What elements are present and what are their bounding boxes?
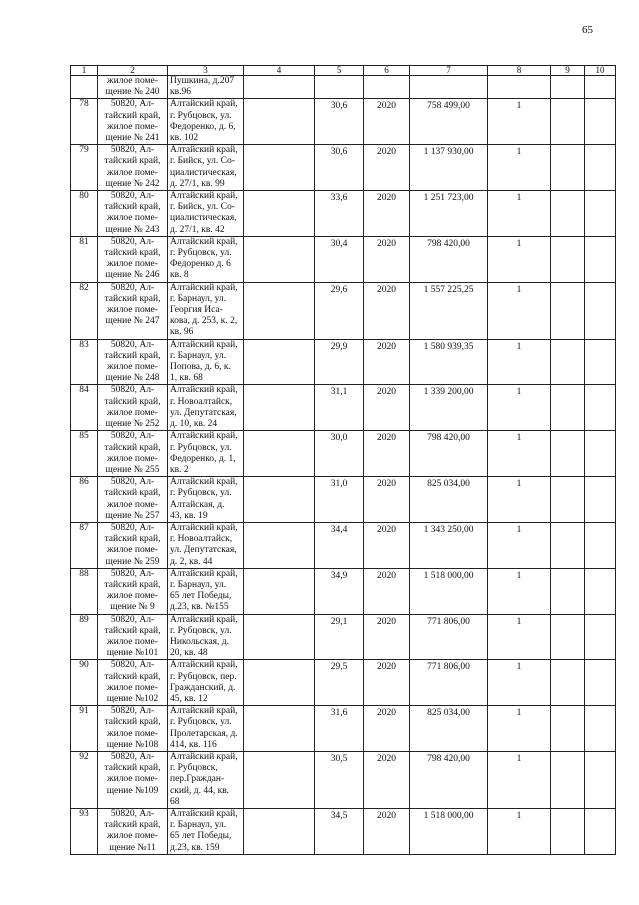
row-number: 85 <box>71 431 98 477</box>
price: 825 034,00 <box>410 706 488 752</box>
area: 31,0 <box>315 477 364 523</box>
object-name: 50820, Ал- тайский край, жилое поме- щение № 246 <box>98 236 168 282</box>
price: 798 420,00 <box>410 431 488 477</box>
object-name: 50820, Ал- тайский край, жилое поме- щение №108 <box>98 706 168 752</box>
cell-col9 <box>551 706 585 752</box>
cell-col4 <box>244 614 315 660</box>
column-number-header-row <box>71 66 616 76</box>
column-number: 2 <box>98 66 168 76</box>
object-address: Алтайский край, г. Барнаул, ул. 65 лет Победы, д.23, кв. 159 <box>168 809 244 855</box>
column-number: 3 <box>168 66 244 76</box>
cell-col10 <box>585 706 616 752</box>
table-row <box>71 614 616 660</box>
quantity: 1 <box>488 809 551 855</box>
object-name: 50820, Ал- тайский край, жилое поме- щение №11 <box>98 809 168 855</box>
object-address: Алтайский край, г. Рубцовск, ул. Федоренко, д. 1, кв. 2 <box>168 431 244 477</box>
column-number: 5 <box>315 66 364 76</box>
object-name: 50820, Ал- тайский край, жилое поме- щение № 247 <box>98 282 168 339</box>
object-name: 50820, Ал- тайский край, жилое поме- щение № 257 <box>98 477 168 523</box>
area: 29,1 <box>315 614 364 660</box>
column-number: 4 <box>244 66 315 76</box>
cell-col10 <box>585 99 616 145</box>
cell-col9 <box>551 236 585 282</box>
cell-col4 <box>244 477 315 523</box>
object-address: Пушкина, д.207 кв.96 <box>168 76 244 99</box>
cell-col4 <box>244 385 315 431</box>
table-row <box>71 282 616 339</box>
year: 2020 <box>364 660 410 706</box>
quantity: 1 <box>488 145 551 191</box>
cell-col9 <box>551 614 585 660</box>
price: 771 806,00 <box>410 614 488 660</box>
object-address: Алтайский край, г. Барнаул, ул. Попова, д. 6, к. 1, кв. 68 <box>168 339 244 385</box>
cell-col4 <box>244 809 315 855</box>
cell-col10 <box>585 236 616 282</box>
table-row <box>71 809 616 855</box>
object-name: 50820, Ал- тайский край, жилое поме- щение № 242 <box>98 145 168 191</box>
cell-col10 <box>585 431 616 477</box>
object-name: 50820, Ал- тайский край, жилое поме- щение № 255 <box>98 431 168 477</box>
quantity: 1 <box>488 282 551 339</box>
quantity: 1 <box>488 99 551 145</box>
cell-col4 <box>244 99 315 145</box>
price: 758 499,00 <box>410 99 488 145</box>
row-number: 81 <box>71 236 98 282</box>
object-address: Алтайский край, г. Рубцовск, ул. Федоренко д. 6 кв. 8 <box>168 236 244 282</box>
cell-col10 <box>585 282 616 339</box>
year: 2020 <box>364 282 410 339</box>
cell-col9 <box>551 339 585 385</box>
object-address: Алтайский край, г. Новоалтайск, ул. Депутатская, д. 10, кв. 24 <box>168 385 244 431</box>
area: 31,6 <box>315 706 364 752</box>
price: 1 339 200,00 <box>410 385 488 431</box>
area: 30,6 <box>315 145 364 191</box>
area: 30,4 <box>315 236 364 282</box>
price: 771 806,00 <box>410 660 488 706</box>
page-number: 65 <box>582 24 593 36</box>
row-number: 80 <box>71 191 98 237</box>
quantity: 1 <box>488 522 551 568</box>
cell-col9 <box>551 660 585 706</box>
object-address: Алтайский край, г. Барнаул, ул. Георгия Иса- кова, д. 253, к. 2, кв. 96 <box>168 282 244 339</box>
quantity: 1 <box>488 477 551 523</box>
object-name: 50820, Ал- тайский край, жилое поме- щение №102 <box>98 660 168 706</box>
row-number: 86 <box>71 477 98 523</box>
cell-col9 <box>551 282 585 339</box>
table-row <box>71 431 616 477</box>
row-number: 88 <box>71 568 98 614</box>
row-number: 89 <box>71 614 98 660</box>
year: 2020 <box>364 385 410 431</box>
cell-col10 <box>585 809 616 855</box>
cell-col9 <box>551 751 585 808</box>
object-name: 50820, Ал- тайский край, жилое поме- щение № 9 <box>98 568 168 614</box>
object-address: Алтайский край, г. Барнаул, ул. 65 лет Победы, д.23, кв. №155 <box>168 568 244 614</box>
year: 2020 <box>364 568 410 614</box>
quantity: 1 <box>488 660 551 706</box>
year: 2020 <box>364 751 410 808</box>
row-number <box>71 76 98 99</box>
object-address: Алтайский край, г. Новоалтайск, ул. Депутатская, д. 2, кв. 44 <box>168 522 244 568</box>
object-name: 50820, Ал- тайский край, жилое поме- щение № 252 <box>98 385 168 431</box>
object-address: Алтайский край, г. Рубцовск, пер. Гражданский, д. 45, кв. 12 <box>168 660 244 706</box>
area: 29,9 <box>315 339 364 385</box>
table-row <box>71 660 616 706</box>
table-row <box>71 145 616 191</box>
row-number: 93 <box>71 809 98 855</box>
quantity: 1 <box>488 191 551 237</box>
column-number: 7 <box>410 66 488 76</box>
area: 29,6 <box>315 282 364 339</box>
area: 34,9 <box>315 568 364 614</box>
column-number: 6 <box>364 66 410 76</box>
cell-col4 <box>244 282 315 339</box>
price: 1 137 930,00 <box>410 145 488 191</box>
price: 825 034,00 <box>410 477 488 523</box>
quantity: 1 <box>488 614 551 660</box>
quantity: 1 <box>488 431 551 477</box>
object-name: 50820, Ал- тайский край, жилое поме- щение № 243 <box>98 191 168 237</box>
cell-col10 <box>585 191 616 237</box>
year <box>364 76 410 99</box>
quantity: 1 <box>488 751 551 808</box>
cell-col4 <box>244 522 315 568</box>
object-address: Алтайский край, г. Бийск, ул. Со- циалистическая, д. 27/1, кв. 42 <box>168 191 244 237</box>
area: 30,0 <box>315 431 364 477</box>
row-number: 79 <box>71 145 98 191</box>
price <box>410 76 488 99</box>
cell-col4 <box>244 191 315 237</box>
price: 1 251 723,00 <box>410 191 488 237</box>
table-row <box>71 339 616 385</box>
object-name: жилое поме- щение № 240 <box>98 76 168 99</box>
price: 798 420,00 <box>410 236 488 282</box>
area: 34,5 <box>315 809 364 855</box>
year: 2020 <box>364 477 410 523</box>
row-number: 91 <box>71 706 98 752</box>
table-row <box>71 477 616 523</box>
cell-col4 <box>244 706 315 752</box>
cell-col10 <box>585 522 616 568</box>
object-address: Алтайский край, г. Бийск, ул. Со- циалистическая, д. 27/1, кв. 99 <box>168 145 244 191</box>
column-number: 1 <box>71 66 98 76</box>
quantity: 1 <box>488 568 551 614</box>
row-number: 82 <box>71 282 98 339</box>
cell-col9 <box>551 568 585 614</box>
table-row <box>71 191 616 237</box>
price: 1 343 250,00 <box>410 522 488 568</box>
column-number: 8 <box>488 66 551 76</box>
cell-col4 <box>244 76 315 99</box>
property-register-table <box>70 65 616 855</box>
cell-col9 <box>551 145 585 191</box>
year: 2020 <box>364 191 410 237</box>
cell-col9 <box>551 76 585 99</box>
area: 33,6 <box>315 191 364 237</box>
area <box>315 76 364 99</box>
cell-col4 <box>244 431 315 477</box>
row-number: 84 <box>71 385 98 431</box>
row-number: 92 <box>71 751 98 808</box>
cell-col9 <box>551 809 585 855</box>
row-number: 78 <box>71 99 98 145</box>
cell-col4 <box>244 751 315 808</box>
cell-col4 <box>244 568 315 614</box>
object-name: 50820, Ал- тайский край, жилое поме- щение № 241 <box>98 99 168 145</box>
price: 1 518 000,00 <box>410 809 488 855</box>
cell-col10 <box>585 614 616 660</box>
cell-col4 <box>244 339 315 385</box>
cell-col9 <box>551 522 585 568</box>
year: 2020 <box>364 145 410 191</box>
cell-col10 <box>585 76 616 99</box>
table-row <box>71 385 616 431</box>
cell-col9 <box>551 191 585 237</box>
quantity: 1 <box>488 385 551 431</box>
table-row <box>71 568 616 614</box>
year: 2020 <box>364 809 410 855</box>
year: 2020 <box>364 522 410 568</box>
cell-col10 <box>585 477 616 523</box>
cell-col10 <box>585 385 616 431</box>
object-name: 50820, Ал- тайский край, жилое поме- щение №109 <box>98 751 168 808</box>
area: 29,5 <box>315 660 364 706</box>
year: 2020 <box>364 99 410 145</box>
object-name: 50820, Ал- тайский край, жилое поме- щение №101 <box>98 614 168 660</box>
area: 34,4 <box>315 522 364 568</box>
area: 30,6 <box>315 99 364 145</box>
cell-col10 <box>585 660 616 706</box>
cell-col10 <box>585 145 616 191</box>
year: 2020 <box>364 236 410 282</box>
column-number: 10 <box>585 66 616 76</box>
table-row <box>71 236 616 282</box>
quantity: 1 <box>488 339 551 385</box>
table-row <box>71 99 616 145</box>
cell-col9 <box>551 385 585 431</box>
year: 2020 <box>364 706 410 752</box>
column-number: 9 <box>551 66 585 76</box>
cell-col9 <box>551 99 585 145</box>
quantity: 1 <box>488 236 551 282</box>
row-number: 87 <box>71 522 98 568</box>
year: 2020 <box>364 431 410 477</box>
object-address: Алтайский край, г. Рубцовск, ул. Федоренко, д. 6, кв. 102 <box>168 99 244 145</box>
price: 1 557 225,25 <box>410 282 488 339</box>
cell-col10 <box>585 339 616 385</box>
object-address: Алтайский край, г. Рубцовск, ул. Никольская, д. 20, кв. 48 <box>168 614 244 660</box>
object-address: Алтайский край, г. Рубцовск, ул. Алтайская, д. 43, кв. 19 <box>168 477 244 523</box>
price: 1 580 939,35 <box>410 339 488 385</box>
object-name: 50820, Ал- тайский край, жилое поме- щение № 259 <box>98 522 168 568</box>
cell-col4 <box>244 660 315 706</box>
area: 30,5 <box>315 751 364 808</box>
area: 31,1 <box>315 385 364 431</box>
table-row <box>71 522 616 568</box>
year: 2020 <box>364 614 410 660</box>
object-address: Алтайский край, г. Рубцовск, ул. Пролетарская, д. 414, кв. 116 <box>168 706 244 752</box>
price: 798 420,00 <box>410 751 488 808</box>
table-row <box>71 751 616 808</box>
cell-col9 <box>551 431 585 477</box>
year: 2020 <box>364 339 410 385</box>
object-address: Алтайский край, г. Рубцовск, пер.Граждан- ский, д. 44, кв. 68 <box>168 751 244 808</box>
cell-col10 <box>585 568 616 614</box>
quantity <box>488 76 551 99</box>
object-name: 50820, Ал- тайский край, жилое поме- щение № 248 <box>98 339 168 385</box>
row-number: 90 <box>71 660 98 706</box>
quantity: 1 <box>488 706 551 752</box>
carried-over-row <box>71 76 616 99</box>
price: 1 518 000,00 <box>410 568 488 614</box>
cell-col4 <box>244 145 315 191</box>
cell-col10 <box>585 751 616 808</box>
row-number: 83 <box>71 339 98 385</box>
table-row <box>71 706 616 752</box>
cell-col9 <box>551 477 585 523</box>
cell-col4 <box>244 236 315 282</box>
